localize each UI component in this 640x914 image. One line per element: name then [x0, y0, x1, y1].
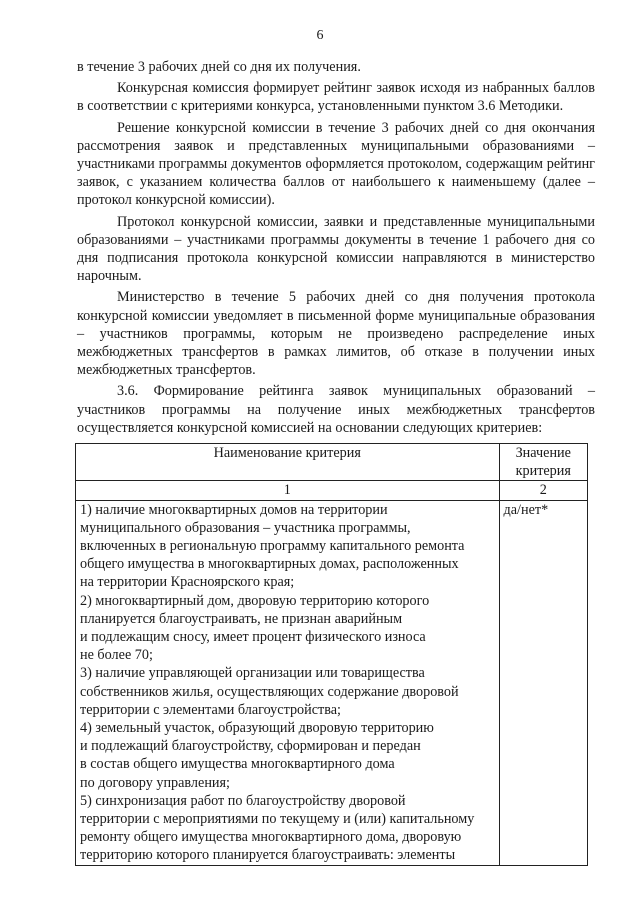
criterion-line: 3) наличие управляющей организации или товарищества	[80, 665, 425, 682]
criterion-line: территории с мероприятиями по текущему и (или) капитальному	[80, 811, 475, 828]
header-criterion-value	[499, 444, 587, 481]
criterion-value-cell: да/нет*	[499, 500, 587, 865]
paragraph-protocol: Протокол конкурсной комиссии, заявки и представленные муниципальными образованиями – участниками программы документы в течение 1 рабочего дня со дня подписания протокола конкурсной комиссии направляются в министерство нарочным.	[77, 213, 595, 285]
table-row	[76, 500, 588, 865]
criterion-line: на территории Красноярского края;	[80, 574, 295, 591]
criterion-line: собственников жилья, осуществляющих содержание дворовой	[80, 683, 459, 700]
page-number: 6	[316, 28, 324, 43]
criterion-line: территорию которого планируется благоустраивать: элементы	[80, 847, 456, 864]
criterion-line: и подлежащим сносу, имеет процент физического износа	[80, 629, 426, 646]
criterion-line: по договору управления;	[80, 774, 230, 791]
criterion-line: в состав общего имущества многоквартирного дома	[80, 756, 395, 773]
paragraph-continuation: в течение 3 рабочих дней со дня их получения.	[77, 59, 361, 75]
criterion-line: территории с элементами благоустройства;	[80, 701, 341, 718]
criterion-line: ремонту общего имущества многоквартирного дома, дворовую	[80, 829, 462, 846]
table-header-row	[76, 444, 588, 481]
column-number-2: 2	[499, 481, 587, 500]
criterion-line: планируется благоустраивать, не признан аварийным	[80, 610, 403, 627]
criterion-line: общего имущества в многоквартирных домах, расположенных	[80, 556, 459, 573]
paragraph-rating: Конкурсная комиссия формирует рейтинг заявок исходя из набранных баллов в соответствии с критериями конкурса, установленными пунктом 3.6 Методики.	[77, 80, 595, 115]
criteria-list-cell	[76, 500, 500, 865]
criterion-line: не более 70;	[80, 647, 153, 664]
criterion-line: включенных в региональную программу капитального ремонта	[80, 538, 465, 555]
header-value-line-1: Значение	[515, 445, 571, 461]
column-number-1: 1	[76, 481, 500, 500]
header-criterion-name: Наименование критерия	[76, 444, 500, 481]
header-value-line-2: критерия	[515, 463, 571, 480]
paragraph-decision: Решение конкурсной комиссии в течение 3 рабочих дней со дня окончания рассмотрения заявок и представленных муниципальными образованиями – участниками программы документов оформляется протоколом, содержащим рейтинг заявок, с указанием количества баллов от наибольшего к наименьшему (далее – протокол конкурсной комиссии).	[77, 119, 595, 209]
criteria-table	[75, 443, 588, 866]
paragraph-ministry: Министерство в течение 5 рабочих дней со дня получения протокола конкурсной комиссии уведомляет в письменной форме муниципальные образования – участников программы, которым не произведено распределение иных межбюджетных трансфертов в рамках лимитов, об отказе в получении иных межбюджетных трансфертов.	[77, 289, 595, 379]
criterion-line: 2) многоквартирный дом, дворовую территорию которого	[80, 592, 430, 609]
paragraph-section-3-6: 3.6. Формирование рейтинга заявок муниципальных образований – участников программы на получение иных межбюджетных трансфертов осуществляется конкурсной комиссией на основании следующих критериев:	[77, 383, 595, 436]
criterion-line: и подлежащий благоустройству, сформирован и передан	[80, 738, 421, 755]
criterion-line: муниципального образования – участника программы,	[80, 519, 411, 536]
document-body	[77, 58, 595, 440]
criterion-line: 4) земельный участок, образующий дворовую территорию	[80, 720, 434, 737]
table-column-number-row	[76, 481, 588, 500]
criterion-line: 1) наличие многоквартирных домов на территории	[80, 501, 388, 518]
criterion-line: 5) синхронизация работ по благоустройству дворовой	[80, 792, 406, 809]
